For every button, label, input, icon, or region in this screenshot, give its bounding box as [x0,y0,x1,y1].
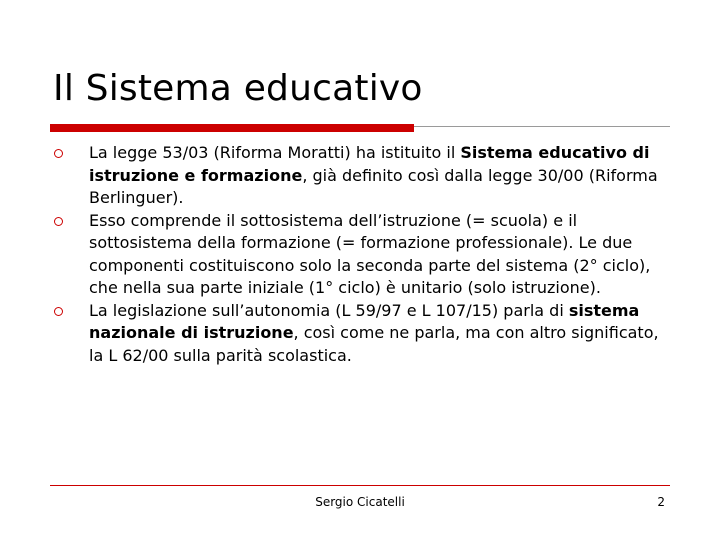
bullet-text: , già definito così dalla legge 30/00 (Riforma Berlinguer). [89,165,658,207]
bullet-text-bold: sistema nazionale di istruzione [89,300,640,342]
bullet-item [52,300,670,368]
slide-title: Il Sistema educativo [53,68,423,109]
bullet-text-bold: Sistema educativo di istruzione e formazione [89,143,650,185]
title-underline-accent [50,124,414,132]
footer-divider [50,485,670,486]
page-number: 2 [657,495,665,509]
bullet-item [52,142,670,210]
hollow-circle-bullet-icon [54,149,63,158]
hollow-circle-bullet-icon [54,307,63,316]
bullet-text: , così come ne parla, ma con altro significato, la L 62/00 sulla parità scolastica. [89,323,659,365]
bullet-list [52,142,670,367]
bullet-text: La legge 53/03 (Riforma Moratti) ha istituito il [89,143,461,162]
footer-author: Sergio Cicatelli [315,495,405,509]
bullet-text: La legislazione sull’autonomia (L 59/97 e L 107/15) parla di [89,300,569,320]
hollow-circle-bullet-icon [54,217,63,226]
title-underline-rule [414,126,670,127]
bullet-item [52,210,670,300]
bullet-text: Esso comprende il sottosistema dell’istruzione (= scuola) e il sottosistema della formazione (= formazione professionale). Le due componenti costituiscono solo la seconda parte del sistema (2° ciclo), che nella sua parte iniziale (1° ciclo) è unitario (solo istruzione). [89,210,651,297]
